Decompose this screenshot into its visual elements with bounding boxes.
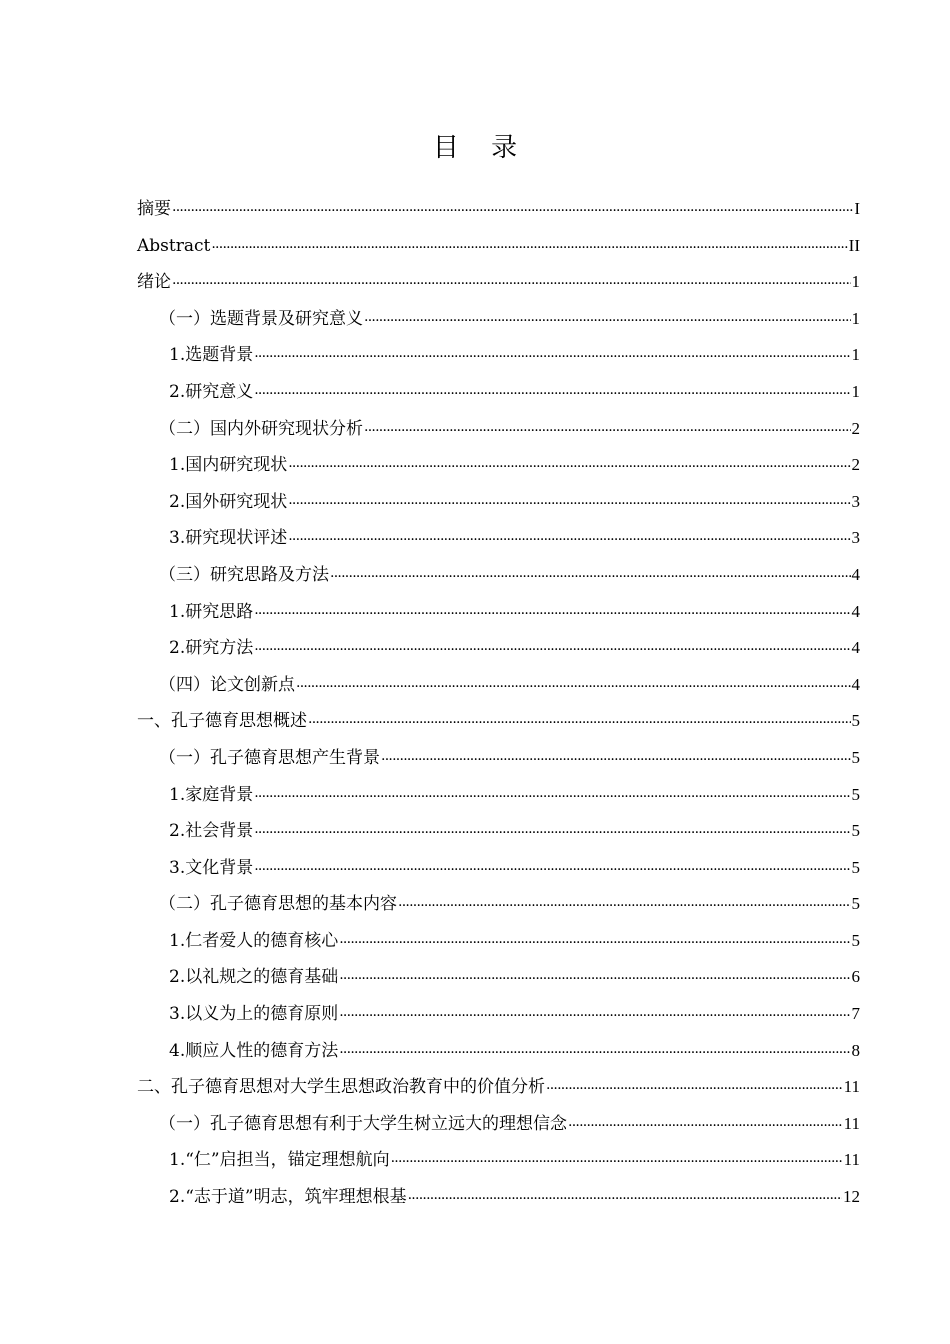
toc-page-number: 5 xyxy=(851,857,860,877)
toc-page-number: 1 xyxy=(851,308,860,328)
toc-dot-leader xyxy=(296,673,851,690)
toc-entry[interactable] xyxy=(137,923,860,960)
toc-dot-leader xyxy=(288,453,850,470)
toc-dot-leader xyxy=(211,234,847,251)
toc-dot-leader xyxy=(254,380,850,397)
toc-entry-label: 2.社会背景 xyxy=(169,821,254,842)
toc-page-number: 4 xyxy=(851,674,860,694)
toc-dot-leader xyxy=(172,270,851,287)
toc-page-number: I xyxy=(854,199,860,218)
toc-page-number: 1 xyxy=(851,272,860,292)
toc-entry-label: 1.国内研究现状 xyxy=(169,455,288,476)
toc-page-number: 11 xyxy=(843,1150,860,1170)
toc-entry-label: 一、孔子德育思想概述 xyxy=(137,711,307,732)
toc-entry[interactable] xyxy=(137,667,860,704)
toc-entry-label: （一）孔子德育思想有利于大学生树立远大的理想信念 xyxy=(159,1113,567,1134)
toc-entry[interactable] xyxy=(137,1142,860,1179)
toc-page-number: II xyxy=(848,235,860,255)
toc-entry-label: 3.文化背景 xyxy=(169,857,254,878)
toc-entry[interactable] xyxy=(137,1179,860,1216)
toc-dot-leader xyxy=(288,526,850,543)
toc-dot-leader xyxy=(391,1148,843,1165)
toc-dot-leader xyxy=(254,783,850,800)
toc-dot-leader xyxy=(381,746,851,763)
toc-page-number: 1 xyxy=(851,381,860,401)
toc-dot-leader xyxy=(339,965,850,982)
toc-entry-label: 4.顺应人性的德育方法 xyxy=(169,1040,339,1061)
toc-dot-leader xyxy=(254,819,850,836)
toc-page-number: 5 xyxy=(851,930,860,950)
toc-page-number: 2 xyxy=(851,418,860,438)
toc-entry[interactable] xyxy=(137,959,860,996)
toc-page-number: 2 xyxy=(851,455,860,475)
toc-dot-leader xyxy=(568,1112,843,1129)
toc-dot-leader xyxy=(364,417,851,434)
toc-page-number: 11 xyxy=(843,1113,860,1133)
toc-entry[interactable] xyxy=(137,484,860,521)
toc-page-number: 3 xyxy=(851,528,860,548)
toc-entry-label: （一）选题背景及研究意义 xyxy=(159,308,363,329)
toc-entry[interactable] xyxy=(137,191,860,228)
toc-entry[interactable] xyxy=(137,1069,860,1106)
toc-page-number: 5 xyxy=(851,821,860,841)
toc-entry-label: 1.“仁”启担当，锚定理想航向 xyxy=(169,1150,390,1171)
toc-entry-label: 2.“志于道”明志，筑牢理想根基 xyxy=(169,1187,407,1208)
toc-page-number: 12 xyxy=(843,1187,860,1207)
toc-entry[interactable] xyxy=(137,886,860,923)
toc-entry-label: （一）孔子德育思想产生背景 xyxy=(159,747,380,768)
toc-dot-leader xyxy=(339,1039,850,1056)
toc-page-number: 5 xyxy=(851,747,860,767)
toc-entry-label: （四）论文创新点 xyxy=(159,674,295,695)
toc-entry-label: 二、孔子德育思想对大学生思想政治教育中的价值分析 xyxy=(137,1077,545,1098)
toc-page-number: 5 xyxy=(851,711,860,731)
toc-page-number: 4 xyxy=(851,638,860,658)
toc-entry-label: 3.研究现状评述 xyxy=(169,528,288,549)
toc-dot-leader xyxy=(330,563,851,580)
toc-entry[interactable] xyxy=(137,447,860,484)
toc-page-number: 3 xyxy=(851,491,860,511)
toc-dot-leader xyxy=(172,197,853,214)
toc-entry[interactable] xyxy=(137,411,860,448)
toc-dot-leader xyxy=(254,636,850,653)
toc-entry[interactable] xyxy=(137,557,860,594)
toc-dot-leader xyxy=(254,343,850,360)
toc-title: 目 录 xyxy=(432,133,530,163)
toc-entry[interactable] xyxy=(137,813,860,850)
toc-entry-label: （二）国内外研究现状分析 xyxy=(159,418,363,439)
toc-entry[interactable] xyxy=(137,374,860,411)
toc-entry[interactable] xyxy=(137,740,860,777)
toc-dot-leader xyxy=(339,929,850,946)
toc-dot-leader xyxy=(398,892,851,909)
toc-page-number: 1 xyxy=(851,345,860,365)
toc-entry[interactable] xyxy=(137,264,860,301)
toc-dot-leader xyxy=(308,709,851,726)
toc-dot-leader xyxy=(364,307,851,324)
toc-dot-leader xyxy=(546,1075,843,1092)
toc-entry-label: 2.国外研究现状 xyxy=(169,491,288,512)
toc-entry-label: （三）研究思路及方法 xyxy=(159,564,329,585)
toc-entry-label: 3.以义为上的德育原则 xyxy=(169,1004,339,1025)
toc-entry-label: （二）孔子德育思想的基本内容 xyxy=(159,894,397,915)
toc-entry[interactable] xyxy=(137,996,860,1033)
toc-entry[interactable] xyxy=(137,520,860,557)
toc-entry[interactable] xyxy=(137,703,860,740)
toc-page-number: 5 xyxy=(851,894,860,914)
toc-entry-label: 绪论 xyxy=(137,272,171,293)
toc-entry-label: 1.家庭背景 xyxy=(169,784,254,805)
table-of-contents xyxy=(137,191,860,1216)
toc-dot-leader xyxy=(254,856,850,873)
toc-entry-label: 1.仁者爱人的德育核心 xyxy=(169,930,339,951)
toc-entry-label: 1.选题背景 xyxy=(169,345,254,366)
toc-entry[interactable] xyxy=(137,777,860,814)
toc-dot-leader xyxy=(288,490,850,507)
toc-page-number: 5 xyxy=(851,784,860,804)
toc-entry-label: 2.研究方法 xyxy=(169,638,254,659)
toc-page-number: 8 xyxy=(851,1040,860,1060)
toc-page-number: 4 xyxy=(851,601,860,621)
toc-entry-label: 2.研究意义 xyxy=(169,381,254,402)
toc-entry[interactable] xyxy=(137,630,860,667)
toc-entry-label: 2.以礼规之的德育基础 xyxy=(169,967,339,988)
toc-entry[interactable] xyxy=(137,1033,860,1070)
toc-dot-leader xyxy=(408,1185,842,1202)
toc-entry[interactable] xyxy=(137,228,860,265)
toc-dot-leader xyxy=(254,600,850,617)
toc-entry[interactable] xyxy=(137,1106,860,1143)
toc-entry[interactable] xyxy=(137,301,860,338)
toc-page-number: 6 xyxy=(851,967,860,987)
toc-entry-label: Abstract xyxy=(137,235,211,256)
toc-entry-label: 1.研究思路 xyxy=(169,601,254,622)
toc-entry[interactable] xyxy=(137,850,860,887)
toc-entry[interactable] xyxy=(137,594,860,631)
toc-page-number: 11 xyxy=(843,1077,860,1097)
toc-page-number: 4 xyxy=(851,564,860,584)
toc-entry[interactable] xyxy=(137,337,860,374)
toc-dot-leader xyxy=(339,1002,850,1019)
toc-page-number: 7 xyxy=(851,1004,860,1024)
toc-entry-label: 摘要 xyxy=(137,199,171,219)
